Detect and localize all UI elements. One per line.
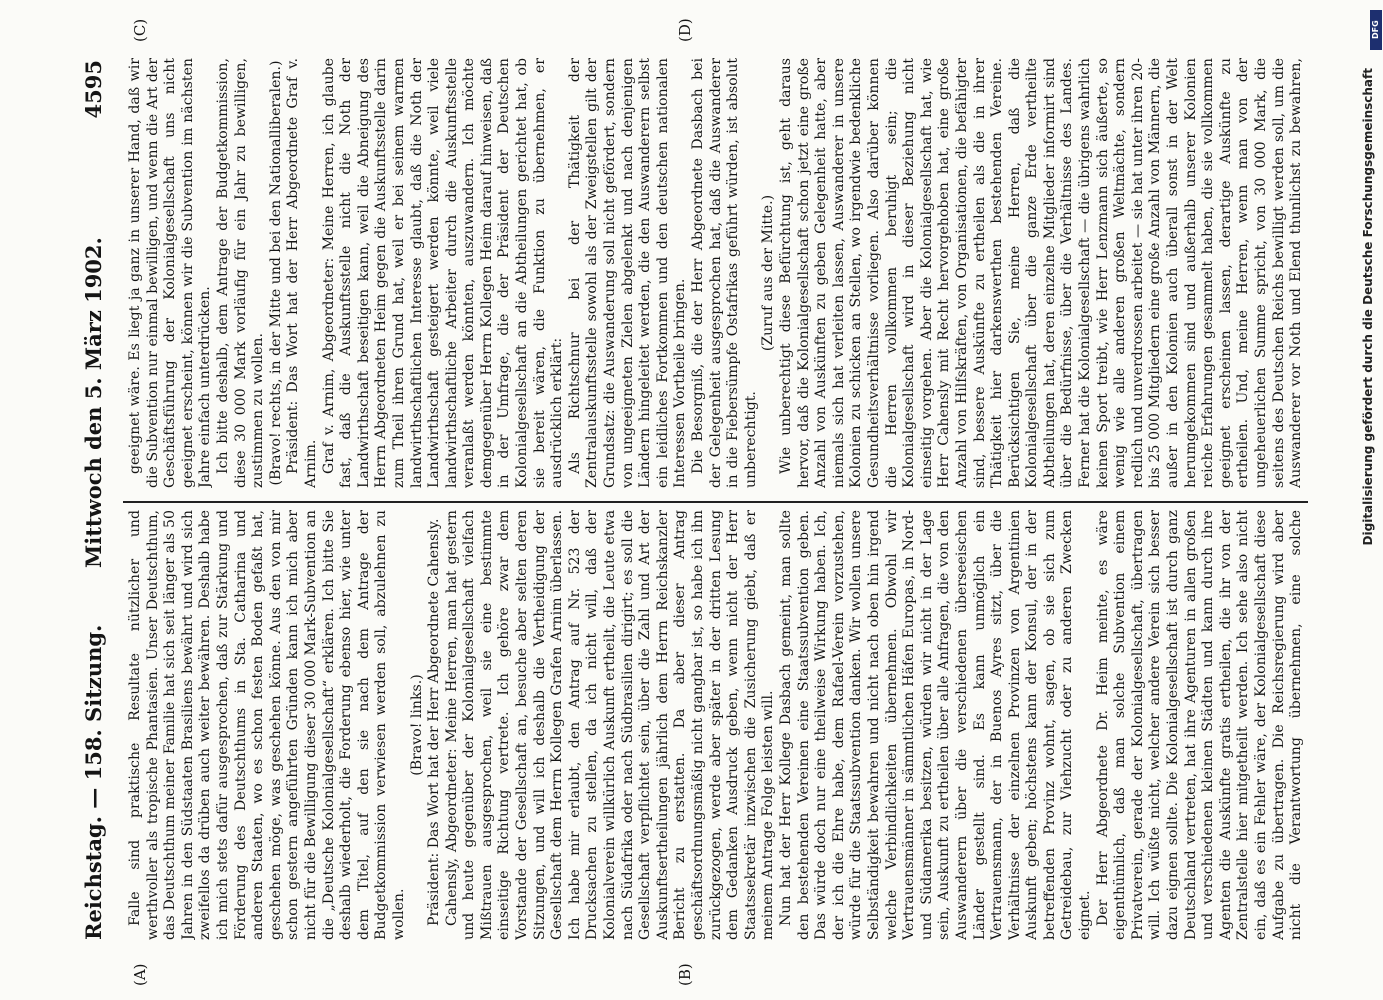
- margin-marker-c: (C): [131, 18, 149, 42]
- paragraph: Graf v. Arnim, Abgeordneter: Meine Herren, ich glaube fast, daß die Auskunftsstelle nicht die Noth der Landwirthschaft beseitigen kann, weil die Abneigung des Herrn Abgeordneten Heim gegen die Auskunftsstelle darin zum Theil ihren Grund hat, weil er bei seinem warmen landwirthschaftlichen Interesse glaubt, daß die Noth der Landwirthschaft gesteigert werden könnte, weil viele landwirthschaftliche Arbeiter durch die Auskunftsstelle veranlaßt werden könnten, auszuwandern. Ich möchte demgegenüber Herrn Kollegen Heim darauf hinweisen, daß in der Umfrage, die der Präsident der Deutschen Kolonialgesellschaft an die Abtheilungen gerichtet hat, ob sie bereit wären, die Funktion zu übernehmen, er ausdrücklich erklärt:: [320, 58, 566, 488]
- page-header: [81, 60, 121, 940]
- margin-marker-a: (A): [131, 963, 149, 986]
- rotated-page-body: [41, 0, 1341, 1000]
- margin-marker-d: (D): [676, 18, 694, 42]
- header-session: Reichstag. — 158. Sitzung.: [81, 624, 106, 940]
- speaker-paragraph: Präsident: Das Wort hat der Herr Abgeordnete Cahensly.: [426, 518, 443, 926]
- interjection: (Zuruf aus der Mitte.): [760, 194, 777, 352]
- paragraph: Die Besorgniß, die der Herr Abgeordnete Dasbach bei der Gelegenheit ausgesprochen hat, daß die Auswanderer in die Fiebersümpfe Ostafrikas geführt würden, ist absolut unberechtigt.: [690, 58, 759, 488]
- left-text-column: [127, 510, 1307, 940]
- column-divider: [123, 501, 1308, 503]
- interjection: (Bravo! links.): [408, 674, 425, 776]
- paragraph: geeignet wäre. Es liegt ja ganz in unserer Hand, daß wir die Subvention nur einmal bewilligen, und wenn die Art der Geschäftsführung der Kolonialgesellschaft uns nicht geeignet erscheint, können wir die Subvention im nächsten Jahre einfach unterdrücken.: [127, 58, 214, 488]
- credit-text: Digitalisierung gefördert durch die Deutsche Forschungsgemeinschaft: [1361, 68, 1375, 546]
- margin-marker-b: (B): [676, 963, 694, 986]
- paragraph: Cahensly, Abgeordneter: Meine Herren, man hat gestern und heute gegenüber der Kolonialgesellschaft vielfach Mißtrauen ausgesprochen, weil sie eine bestimmte einseitige Richtung vertrete. Ich gehöre zwar dem Vorstande der Gesellschaft an, besuche aber selten deren Sitzungen, und will ich deshalb die Vertheidigung der Gesellschaft dem Herrn Kollegen Grafen Arnim überlassen. Ich habe mir erlaubt, den Antrag auf Nr. 523 der Drucksachen zu stellen, da ich nicht will, daß der Kolonialverein willkürlich Auskunft ertheilt, die Leute etwa nach Südafrika oder nach Südbrasilien dirigirt; es soll die Gesellschaft verpflichtet sein, über die Zahl und Art der Auskunftsertheilungen jährlich dem Herrn Reichskanzler Bericht zu erstatten. Da aber dieser Antrag geschäftsordnungsmäßig nicht gangbar ist, so habe ich ihn zurückgezogen, werde aber später in der dritten Lesung dem Gedanken Ausdruck geben, wenn nicht der Herr Staatssekretär inzwischen die Zusicherung giebt, daß er meinem Antrage Folge leisten will.: [443, 510, 777, 940]
- header-date: Mittwoch den 5. März 1902.: [81, 237, 106, 568]
- paragraph: Wie unberechtigt diese Befürchtung ist, geht daraus hervor, daß die Kolonialgesellschaft schon jetzt eine große Anzahl von Auskünften zu geben Gelegenheit hatte, aber niemals sich hat verleiten lassen, Auswanderer in unsere Kolonien zu schicken an Stellen, wo irgendwie bedenkliche Gesundheitsverhältnisse vorliegen. Also darüber können die Herren vollkommen beruhigt sein; die Kolonialgesellschaft wird in dieser Beziehung nicht einseitig vorgehen. Aber die Kolonialgesellschaft hat, wie Herr Cahensly mit Recht hervorgehoben hat, eine große Anzahl von Hilfskräften, von Organisationen, die befähigter sind, bessere Auskünfte zu ertheilen als die in ihrer Thätigkeit hier darkenswerthen bestehenden Vereine. Berücksichtigen Sie, meine Herren, daß die Kolonialgesellschaft über die ganze Erde vertheilte Abtheilungen hat, deren einzelne Mitglieder informirt sind über die Bedürfnisse, über die Verhältnisse des Landes. Ferner hat die Kolonialgesellschaft — die übrigens wahrlich keinen Sport treibt, wie Herr Lenzmann sich äußerte, so wenig wie alle anderen großen Weltmächte, sondern redlich und unverdrossen arbeitet — sie hat unter ihren 20- bis 25 000 Mitgliedern eine große Anzahl von Männern, die außer in den Kolonien auch überall sonst in der Welt herumgekommen sind und außerhalb unserer Kolonien reiche Erfahrungen gesammelt haben, die sie vollkommen geeignet erscheinen lassen, derartige Auskünfte zu ertheilen. Und, meine Herren, wenn man von der ungeheuerlichen Summe spricht, von 30 000 Mark, die seitens des Deutschen Reichs bewilligt werden soll, um die Auswanderer vor Noth und Elend thunlichst zu bewahren,: [777, 58, 1305, 488]
- speaker-paragraph: Präsident: Das Wort hat der Herr Abgeordnete Graf v. Arnim.: [285, 58, 319, 488]
- paragraph: Der Herr Abgeordnete Dr. Heim meinte, es wäre eigenthümlich, daß man solche Subvention einem Privatverein, gerade der Kolonialgesellschaft, übertragen will. Ich wüßte nicht, welcher andere Verein sich besser dazu eignen sollte. Die Kolonialgesellschaft ist durch ganz Deutschland vertreten, hat ihre Agenturen in allen großen und verschiedenen kleinen Städten und kann durch ihre Agenten die Auskünfte gratis ertheilen, die ihr von der Zentralstelle hier mitgetheilt werden. Ich sehe also nicht ein, daß es ein Fehler wäre, der Kolonialgesellschaft diese Aufgabe zu übertragen. Die Reichsregierung wird aber nicht die Verantwortung übernehmen, eine solche: [1094, 510, 1305, 940]
- digitization-credit: [1357, 8, 1381, 992]
- quoted-paragraph: Als Richtschnur bei der Thätigkeit der Zentralauskunftsstelle sowohl als der Zweigstellen gilt der Grundsatz: die Auswanderung soll nicht gefördert, sondern von ungeeigneten Zielen abgelenkt und nach denjenigen Ländern hingeleitet werden, die den Auswanderern selbst ein leidliches Fortkommen und den deutschen nationalen Interessen Vortheile bringen.: [566, 58, 689, 488]
- paragraph: Falle sind praktische Resultate nützlicher und werthvoller als tropische Phantasien. Unser Deutschthum, das Deutschthum meiner Familie hat sich seit länger als 50 Jahren in den Südstaaten Brasiliens bewährt und wird sich zweifellos da drüben auch weiter bewähren. Deshalb habe ich mich stets dafür ausgesprochen, daß zur Stärkung und Förderung des Deutschthums in Sta. Catharina und anderen Staaten, wo es schon festen Boden gefaßt hat, geschehen möge, was geschehen könne. Aus den von mir schon gestern angeführten Gründen kann ich mich aber nicht für die Bewilligung dieser 30 000 Mark-Subvention an die „Deutsche Kolonialgesellschaft“ erklären. Ich bitte Sie deshalb wiederholt, die Forderung ebenso hier, wie unter dem Titel, auf den sie nach dem Antrage der Budgetkommission verwiesen werden soll, abzulehnen zu wollen.: [127, 510, 407, 940]
- interjection: (Bravo! rechts, in der Mitte und bei den Nationalliberalen.): [267, 60, 284, 486]
- paragraph: Ich bitte deshalb, dem Antrage der Budgetkommission, diese 30 000 Mark vorläufig für ein Jahr zu bewilligen, zustimmen zu wollen.: [214, 58, 267, 488]
- paragraph: Nun hat der Herr Kollege Dasbach gemeint, man sollte den bestehenden Vereinen eine Staatssubvention geben. Das würde doch nur eine theilweise Wirkung haben. Ich, der ich die Ehre habe, dem Rafael-Verein vorzustehen, würde für die Staatssubvention danken. Wir wollen unsere Selbständigkeit bewahren und nicht nach oben hin irgend welche Verbindlichkeiten übernehmen. Obwohl wir Vertrauensmänner in sämmtlichen Häfen Europas, in Nord- und Südamerika besitzen, würden wir nicht in der Lage sein, Auskunft zu ertheilen über alle Anfragen, die von den Auswanderern über die verschiedenen überseeischen Länder gestellt sind. Es kann unmöglich ein Vertrauensmann, der in Buenos Ayres sitzt, über die Verhältnisse der einzelnen Provinzen von Argentinien Auskunft geben; höchstens kann der Konsul, der in der betreffenden Provinz wohnt, sagen, ob sie sich zum Getreidebau, zur Viehzucht oder zu anderen Zwecken eignet.: [777, 510, 1094, 940]
- right-text-column: [127, 58, 1307, 488]
- dfg-logo-icon: DFG: [1370, 10, 1382, 50]
- page-number: 4595: [81, 60, 106, 119]
